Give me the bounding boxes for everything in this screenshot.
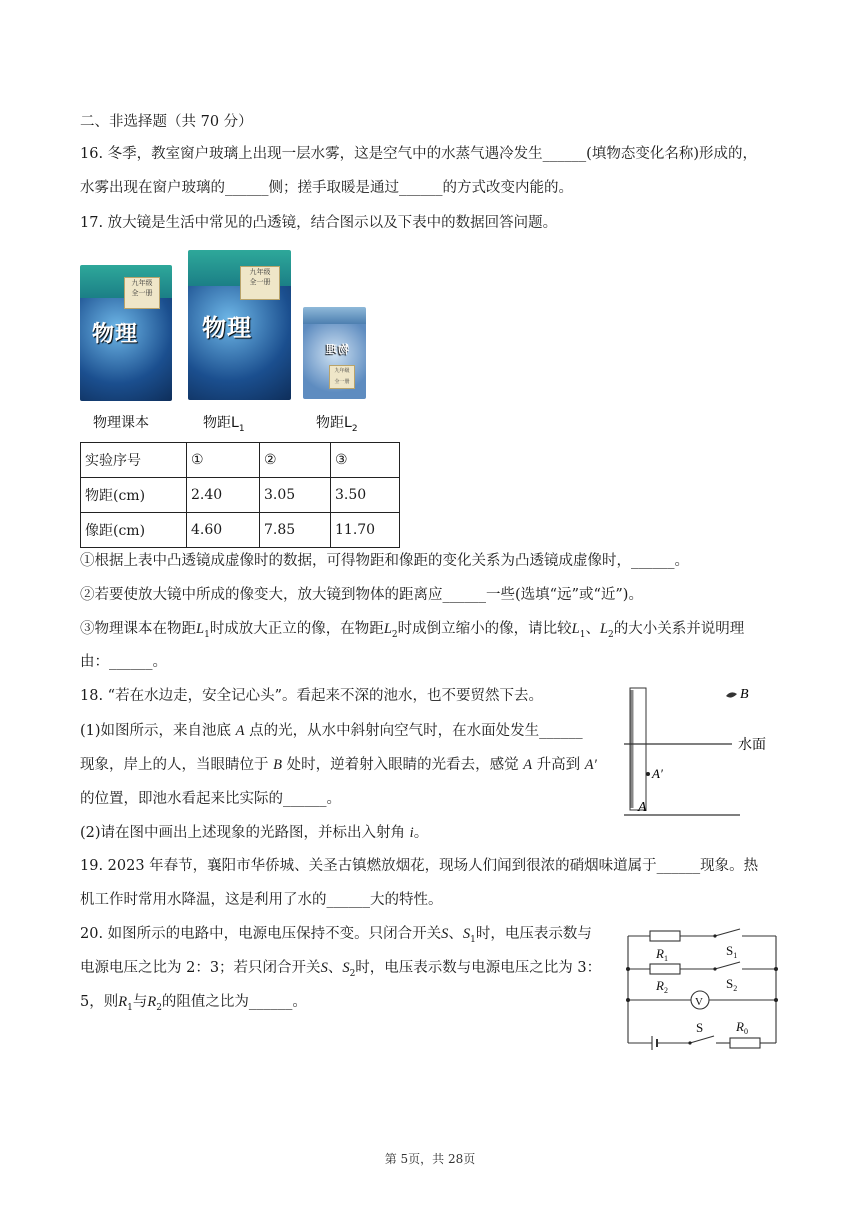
table-cell: 实验序号 xyxy=(81,443,187,478)
table-row xyxy=(81,478,400,513)
q17-line1: 17. 放大镜是生活中常见的凸透镜，结合图示以及下表中的数据回答问题。 xyxy=(80,215,558,231)
water-surface-label: 水面 xyxy=(738,737,766,753)
caption-l2: 物距$L_2$ xyxy=(316,415,358,434)
table-cell: 2.40 xyxy=(187,478,260,513)
svg-text:S: S xyxy=(696,1020,704,1035)
q18-line2: (1)如图所示，来自池底 A 点的光，从水中斜射向空气时，在水面处发生______ xyxy=(80,723,583,739)
q20-line2: 电源电压之比为 2：3；若只闭合开关S、$S_2$时，电压表示数与电源电压之比为 3： xyxy=(80,960,602,979)
q20-line3: 5，则$R_1$与$R_2$的阻值之比为______。 xyxy=(80,994,307,1013)
switch-s xyxy=(690,1036,714,1043)
table-row xyxy=(81,513,400,548)
textbook-at-l1-image: 九年级 全一册 物理 xyxy=(188,250,291,400)
q18-line1: 18. “若在水边走，安全记心头”。看起来不深的池水，也不要贸然下去。 xyxy=(80,688,543,704)
table-cell: ② xyxy=(260,443,331,478)
q17-sub3: ③物理课本在物距$L_1$时成放大正立的像，在物距$L_2$时成倒立缩小的像，请比较$L_1$、$L_2$的大小关系并说明理 xyxy=(80,621,745,640)
textbook-at-l2-image: 物理 九年级 全一册 xyxy=(303,307,366,399)
table-cell: 3.05 xyxy=(260,478,331,513)
q17-sub1: ①根据上表中凸透镜成虚像时的数据，可得物距和像距的变化关系为凸透镜成虚像时，______。 xyxy=(80,553,689,569)
svg-text:R1: $R_1$ xyxy=(656,946,668,963)
q17-sub2: ②若要使放大镜中所成的像变大，放大镜到物体的距离应______一些(选填“远”或“近”)。 xyxy=(80,587,643,603)
section-title: 二、非选择题（共 70 分） xyxy=(80,114,253,130)
book-title-mirrored: 物理 xyxy=(325,343,349,356)
circuit-diagram xyxy=(620,925,785,1055)
q18-line3: 现象，岸上的人，当眼睛位于 B 处时，逆着射入眼睛的光看去，感觉 A 升高到 A′ xyxy=(80,757,597,773)
switch-s2 xyxy=(715,962,740,969)
label-a: A xyxy=(638,800,647,815)
svg-text:R2: $R_2$ xyxy=(656,978,668,995)
page-footer: 第 5页，共 28页 xyxy=(384,1152,476,1166)
svg-text:V: V xyxy=(695,996,703,1008)
q18-line4: 的位置，即池水看起来比实际的______。 xyxy=(80,791,341,807)
table-cell: 7.85 xyxy=(260,513,331,548)
refraction-figure xyxy=(620,680,790,820)
q19-line2: 机工作时常用水降温，这是利用了水的______大的特性。 xyxy=(80,892,443,908)
table-cell: 11.70 xyxy=(331,513,400,548)
svg-text:S1: $S_1$ xyxy=(726,943,738,960)
caption-textbook: 物理课本 xyxy=(93,415,149,431)
resistor-r0 xyxy=(730,1038,760,1048)
q20-line1: 20. 如图所示的电路中，电源电压保持不变。只闭合开关S、$S_1$时，电压表示数与 xyxy=(80,926,592,945)
label-a-prime: A′ xyxy=(652,766,663,781)
switch-s1 xyxy=(715,929,740,936)
svg-text:R0: $R_0$ xyxy=(736,1019,748,1036)
table-cell: 像距(cm) xyxy=(81,513,187,548)
q16-line1: 16. 冬季，教室窗户玻璃上出现一层水雾，这是空气中的水蒸气遇冷发生______(填物态变化名称)形成的， xyxy=(80,146,757,162)
label-b: B xyxy=(740,687,749,702)
book-title: 物理 xyxy=(92,321,139,347)
table-row xyxy=(81,443,400,478)
table-cell: 物距(cm) xyxy=(81,478,187,513)
resistor-r1 xyxy=(650,931,680,941)
q16-line2: 水雾出现在窗户玻璃的______侧；搓手取暖是通过______的方式改变内能的。 xyxy=(80,180,573,196)
q19-line1: 19. 2023 年春节，襄阳市华侨城、关圣古镇燃放烟花，现场人们闻到很浓的硝烟味道属于______现象。热 xyxy=(80,858,759,874)
point-a-prime xyxy=(646,772,650,776)
table-cell: ① xyxy=(187,443,260,478)
table-cell: 3.50 xyxy=(331,478,400,513)
table-cell: ③ xyxy=(331,443,400,478)
q18-line5: (2)请在图中画出上述现象的光路图，并标出入射角 i。 xyxy=(80,825,429,841)
eye-icon xyxy=(726,692,737,697)
resistor-r2 xyxy=(650,964,680,974)
experiment-table xyxy=(80,442,400,548)
caption-l1: 物距$L_1$ xyxy=(203,415,245,434)
svg-text:S2: $S_2$ xyxy=(726,976,738,993)
table-cell: 4.60 xyxy=(187,513,260,548)
physics-textbook-image: 九年级 全一册 物理 xyxy=(80,265,172,401)
q17-sub3-line2: 由：______。 xyxy=(80,654,167,670)
book-title: 物理 xyxy=(202,313,252,342)
